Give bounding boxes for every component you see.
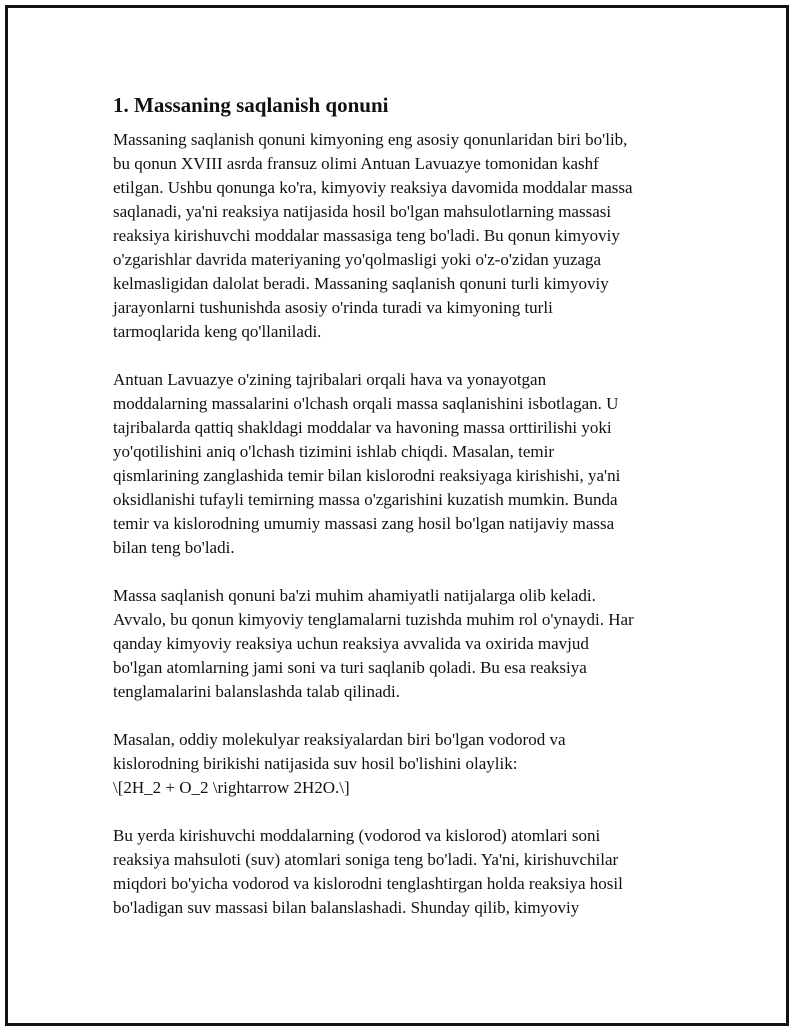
text-line: jarayonlarni tushunishda asosiy o'rinda turadi va kimyoning turli: [113, 298, 553, 317]
paragraph-5: [113, 824, 693, 920]
text-line: bo'lgan atomlarning jami soni va turi saqlanib qoladi. Bu esa reaksiya: [113, 658, 587, 677]
text-line: Bu yerda kirishuvchi moddalarning (vodorod va kislorod) atomlari soni: [113, 826, 601, 845]
text-line: o'zgarishlar davrida materiyaning yo'qolmasligi yoki o'z-o'zidan yuzaga: [113, 250, 602, 269]
text-line: tenglamalarini balanslashda talab qilinadi.: [113, 682, 401, 701]
text-line: tarmoqlarida keng qo'llaniladi.: [113, 322, 322, 341]
text-line: moddalarning massalarini o'lchash orqali massa saqlanishini isbotlagan. U: [113, 394, 619, 413]
paragraph-3: [113, 584, 693, 704]
text-line: Massaning saqlanish qonuni kimyoning eng asosiy qonunlaridan biri bo'lib,: [113, 130, 628, 149]
text-line: temir va kislorodning umumiy massasi zang hosil bo'lgan natijaviy massa: [113, 514, 615, 533]
text-line: bo'ladigan suv massasi bilan balanslashadi. Shunday qilib, kimyoviy: [113, 898, 580, 917]
equation-line: \[2H_2 + O_2 \rightarrow 2H2O.\]: [113, 778, 350, 797]
text-line: etilgan. Ushbu qonunga ko'ra, kimyoviy reaksiya davomida moddalar massa: [113, 178, 633, 197]
text-line: kelmasligidan dalolat beradi. Massaning saqlanish qonuni turli kimyoviy: [113, 274, 609, 293]
text-line: bilan teng bo'ladi.: [113, 538, 235, 557]
paragraph-2: [113, 368, 693, 560]
paragraph-4: [113, 728, 693, 800]
text-line: qismlarining zanglashida temir bilan kislorodni reaksiyaga kirishishi, ya'ni: [113, 466, 621, 485]
text-line: Masalan, oddiy molekulyar reaksiyalardan biri bo'lgan vodorod va: [113, 730, 566, 749]
text-line: kislorodning birikishi natijasida suv hosil bo'lishini olaylik:: [113, 754, 518, 773]
text-line: bu qonun XVIII asrda fransuz olimi Antuan Lavuazye tomonidan kashf: [113, 154, 599, 173]
text-line: tajribalarda qattiq shakldagi moddalar va havoning massa orttirilishi yoki: [113, 418, 612, 437]
section-title: 1. Massaning saqlanish qonuni: [113, 93, 389, 117]
text-line: Antuan Lavuazye o'zining tajribalari orqali hava va yonayotgan: [113, 370, 547, 389]
document-body: [113, 92, 693, 944]
text-line: qanday kimyoviy reaksiya uchun reaksiya avvalida va oxirida mavjud: [113, 634, 589, 653]
text-line: oksidlanishi tufayli temirning massa o'zgarishini kuzatish mumkin. Bunda: [113, 490, 618, 509]
text-line: Massa saqlanish qonuni ba'zi muhim ahamiyatli natijalarga olib keladi.: [113, 586, 596, 605]
text-line: Avvalo, bu qonun kimyoviy tenglamalarni tuzishda muhim rol o'ynaydi. Har: [113, 610, 634, 629]
text-line: saqlanadi, ya'ni reaksiya natijasida hosil bo'lgan mahsulotlarning massasi: [113, 202, 612, 221]
text-line: miqdori bo'yicha vodorod va kislorodni tenglashtirgan holda reaksiya hosil: [113, 874, 623, 893]
text-line: yo'qotilishini aniq o'lchash tizimini ishlab chiqdi. Masalan, temir: [113, 442, 554, 461]
text-line: reaksiya mahsuloti (suv) atomlari soniga teng bo'ladi. Ya'ni, kirishuvchilar: [113, 850, 619, 869]
paragraph-1: [113, 128, 693, 344]
text-line: reaksiya kirishuvchi moddalar massasiga teng bo'ladi. Bu qonun kimyoviy: [113, 226, 620, 245]
